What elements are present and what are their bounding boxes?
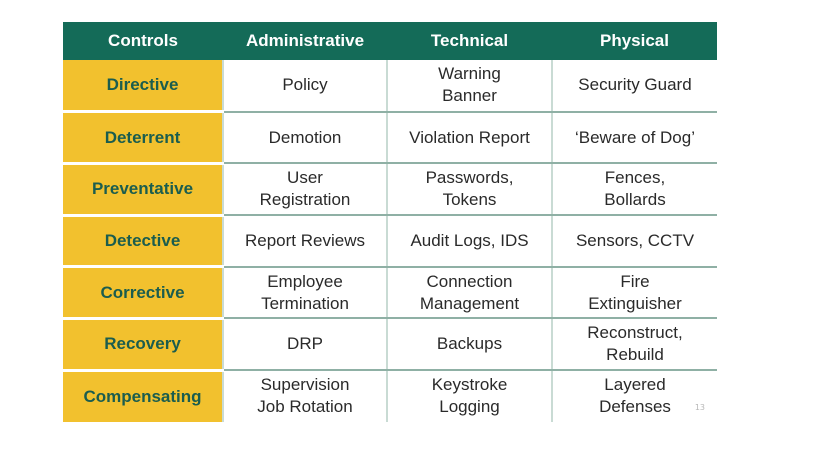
cell-technical: [387, 267, 552, 319]
cell-administrative: [223, 60, 387, 112]
table-row: [63, 215, 717, 267]
table-row: [63, 112, 717, 164]
cell-text-line: Violation Report: [409, 127, 530, 147]
cell-text-line: Supervision: [260, 375, 350, 395]
header-row: [63, 22, 717, 60]
cell-text-line: DRP: [287, 334, 323, 354]
header-technical: Technical: [387, 22, 552, 60]
cell-text-line: Tokens: [442, 190, 497, 210]
row-label: Deterrent: [63, 112, 223, 164]
cell-text-line: Fire: [620, 271, 650, 291]
row-label: Compensating: [63, 370, 223, 422]
cell-text-line: Policy: [282, 75, 328, 95]
header-controls: Controls: [63, 22, 223, 60]
cell-text-line: Audit Logs, IDS: [410, 230, 529, 250]
cell-text-line: Sensors, CCTV: [575, 230, 695, 250]
table-row: [63, 163, 717, 215]
cell-text-line: Extinguisher: [588, 293, 682, 313]
cell-text-line: Employee: [267, 271, 343, 291]
cell-text-line: Bollards: [604, 190, 666, 210]
cell-text-line: Defenses: [599, 397, 671, 417]
header-physical: Physical: [552, 22, 717, 60]
cell-text-line: Fences,: [604, 168, 666, 188]
cell-administrative: [223, 267, 387, 319]
row-label: Detective: [63, 215, 223, 267]
cell-text-line: Passwords,: [425, 168, 514, 188]
security-controls-table: [63, 22, 717, 422]
cell-text-line: Job Rotation: [257, 397, 353, 417]
cell-text-line: Registration: [259, 190, 351, 210]
cell-physical: [552, 370, 717, 422]
header-administrative: Administrative: [223, 22, 387, 60]
cell-physical: [552, 267, 717, 319]
cell-physical: [552, 112, 717, 164]
cell-text-line: Banner: [442, 86, 497, 106]
cell-technical: [387, 370, 552, 422]
row-label: Recovery: [63, 318, 223, 370]
cell-text-line: Logging: [439, 397, 500, 417]
cell-administrative: [223, 112, 387, 164]
cell-text-line: Report Reviews: [245, 230, 365, 250]
cell-physical: [552, 163, 717, 215]
cell-physical: [552, 318, 717, 370]
table-row: [63, 267, 717, 319]
cell-text-line: Termination: [261, 293, 349, 313]
cell-technical: [387, 60, 552, 112]
cell-administrative: [223, 163, 387, 215]
row-label: Directive: [63, 60, 223, 112]
cell-physical: [552, 60, 717, 112]
cell-technical: [387, 318, 552, 370]
table-body: [63, 60, 717, 422]
cell-technical: [387, 215, 552, 267]
cell-technical: [387, 163, 552, 215]
row-label: Preventative: [63, 163, 223, 215]
page-number: 13: [694, 403, 705, 412]
cell-administrative: [223, 370, 387, 422]
cell-text-line: Warning: [438, 64, 501, 84]
cell-text-line: User: [287, 168, 323, 188]
cell-text-line: Backups: [436, 334, 503, 354]
table-row: [63, 318, 717, 370]
cell-text-line: Layered: [604, 375, 666, 395]
cell-text-line: Connection: [426, 271, 513, 291]
cell-text-line: Security Guard: [578, 75, 692, 95]
cell-text-line: Keystroke: [431, 375, 508, 395]
slide: [63, 22, 717, 422]
table-row: [63, 370, 717, 422]
cell-text-line: Demotion: [268, 127, 342, 147]
table-header: [63, 22, 717, 60]
cell-administrative: [223, 215, 387, 267]
cell-technical: [387, 112, 552, 164]
table-row: [63, 60, 717, 112]
cell-text-line: Rebuild: [606, 345, 664, 365]
cell-text-line: Management: [419, 293, 520, 313]
cell-physical: [552, 215, 717, 267]
cell-administrative: [223, 318, 387, 370]
cell-text-line: Reconstruct,: [587, 323, 683, 343]
row-label: Corrective: [63, 267, 223, 319]
cell-text-line: ‘Beware of Dog’: [574, 127, 695, 147]
